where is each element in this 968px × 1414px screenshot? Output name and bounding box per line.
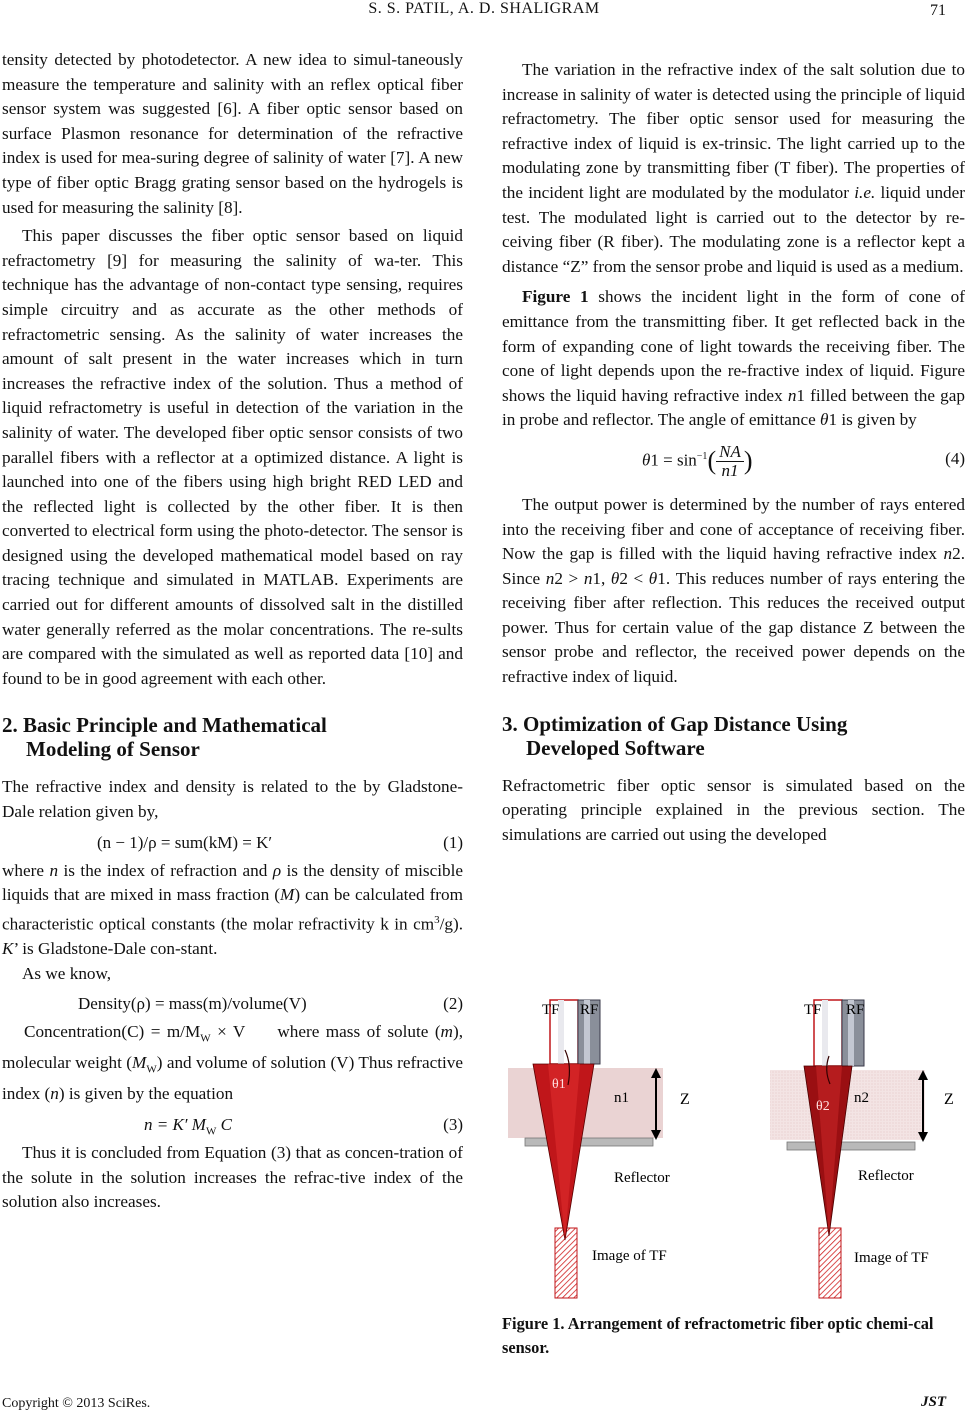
- paragraph-paper-overview: This paper discusses the fiber optic sensor based on liquid refractometry [9] for measuring the salinity of wa-ter. This technique has the advantage of non-contact type sensing, requires simple circuitry and as accurate as the other methods of refractometric sensing. As the salinity of water increases the amount of salt present in the water increases which in turn increases the refractive index of the solution. Thus a method of liquid refractometry is useful in detection of the variation in the salinity of water. The developed fiber optic sensor consists of two parallel fibers with a reflector at a optimized distance. A light is launched into one of the fibers using high bright RED LED and the reflected light is collected by the other fiber. It is then converted to electrical form using the photo-detector. The sensor is designed using the developed mathematical model based on ray tracing technique and simulated in MATLAB. Experiments are carried out for different amounts of dissolved salt in the distilled water generally referred as the molar concentrations. The re-sults are compared with the simulated as well as reported data [10] and found to be in good agreement with each other.: [2, 226, 463, 688]
- page-number: 71: [930, 2, 946, 19]
- paragraph-intro-continued: tensity detected by photodetector. A new idea to simul-taneously measure the temperature and salinity with an reflex optical fiber sensor system was suggested [6]. A fiber optic sensor based on surface Plasmon resonance for determination of the refractive index is used for mea-suring degree of salinity of water [7]. A new type of fiber optic Bragg grating sensor based on the hydrogels is used for measuring the salinity [8].: [2, 50, 463, 217]
- label-tf-left: TF: [542, 1002, 560, 1018]
- label-rf-left: RF: [580, 1002, 599, 1018]
- paragraph-concentration-conclusion: Thus it is concluded from Equation (3) that as concen-tration of the solute in the solution increases the refrac-tive index of the solution also increases.: [2, 1142, 463, 1212]
- equation-1-number: (1): [443, 832, 463, 852]
- paragraph-liquid-refractometry: The variation in the refractive index of the salt solution due to increase in salinity of water is detected using the principle of liquid refractometry. The fiber optic sensor used for measuring the refractive index of liquid is ex-trinsic. The light carried up to the modulating zone by transmitting fiber (T fiber). The properties of the incident light are modulated by the modulator i.e. liquid under test. The modulated light is carried out to the detector by re-ceiving fiber (R fiber). The modulating zone is a reflector kept a distance “Z” from the sensor probe and liquid is used as a medium.: [502, 60, 965, 276]
- label-reflector-right: Reflector: [858, 1168, 914, 1184]
- equation-4: [502, 433, 965, 485]
- tf-core-2: [822, 1000, 828, 1066]
- label-image-of-tf-right: Image of TF: [854, 1250, 929, 1266]
- paragraph-output-power: The output power is determined by the number of rays entered into the receiving fiber and cone of acceptance of receiving fiber. Now the gap is filled with the liquid having refractive index n2. Since n2 > n1, θ2 < θ1. This reduces number of rays entering the receiving fiber after reflection. This reduces the received output power. Thus for certain value of the gap distance Z between the sensor probe and reflector, the received power depends on the refractive index of liquid.: [502, 494, 966, 687]
- paragraph-figure1-description: Figure 1 shows the incident light in the form of cone of emittance from the transmitting fiber. It get reflected back in the form of expanding cone of light towards the receiving fiber. The cone of light depends upon the re-fractive index of liquid. Figure shows the liquid having refractive index n1 filled between the gap in probe and reflector. The angle of emittance θ1 is given by: [502, 287, 965, 430]
- paragraph-simulation: Refractometric fiber optic sensor is simulated based on the operating principle explained in the previous section. The simulations are carried out using the developed: [502, 775, 965, 844]
- section-heading-3: [502, 712, 965, 760]
- label-theta1: θ1: [552, 1077, 566, 1092]
- right-panel: [770, 1000, 954, 1298]
- right-column: [502, 58, 965, 847]
- equation-2: [2, 986, 463, 1020]
- image-of-tf: [555, 1228, 577, 1298]
- equation-1: [2, 825, 463, 859]
- figure-1-caption: Figure 1. Arrangement of refractometric fiber optic chemi-cal sensor.: [502, 1314, 934, 1357]
- equation-2-expression: Density(ρ) = mass(m)/volume(V): [78, 994, 307, 1014]
- left-panel: [508, 1000, 690, 1298]
- reflector-plate-2: [787, 1142, 915, 1150]
- equation-1-expression: (n − 1)/ρ = sum(kM) = K′: [97, 832, 273, 852]
- paragraph-concentration: Concentration(C) = $m/M_W \times V$ where mass of solute (m), molecular weight $(M_W)$ and volume of solution (V) Thus refractive index (n) is given by the equation: [2, 1022, 463, 1104]
- footer-journal: JST: [920, 1394, 946, 1410]
- label-reflector-left: Reflector: [614, 1170, 670, 1186]
- image-of-tf-2: [819, 1228, 841, 1298]
- label-theta2: θ2: [816, 1099, 830, 1114]
- reflector-plate: [525, 1138, 653, 1146]
- section-heading-2: [2, 713, 463, 761]
- running-header-authors: S. S. PATIL, A. D. SHALIGRAM: [368, 0, 600, 17]
- label-image-of-tf-left: Image of TF: [592, 1248, 667, 1264]
- running-header: [0, 0, 968, 24]
- label-z-left: Z: [680, 1091, 690, 1108]
- paragraph-as-we-know: As we know,: [22, 963, 112, 983]
- equation-4-expression: $\theta 1 = \sin^{-1}$( $\frac{NA}{n1}$ ): [642, 441, 753, 480]
- label-rf-right: RF: [846, 1002, 865, 1018]
- paragraph-gladstone-dale: The refractive index and density is related to the by Gladstone-Dale relation given by,: [2, 777, 463, 822]
- equation-3-number: (3): [443, 1114, 463, 1134]
- label-n1: n1: [614, 1090, 629, 1106]
- left-column: [2, 48, 463, 1215]
- label-z-right: Z: [944, 1091, 954, 1108]
- equation-3: [2, 1107, 463, 1141]
- equation-3-expression: n = K′ $M_W$ C: [144, 1114, 232, 1138]
- label-tf-right: TF: [804, 1002, 822, 1018]
- section-heading-3-line2: Developed Software: [526, 735, 705, 760]
- section-heading-3-line1: 3. Optimization of Gap Distance Using: [502, 711, 848, 736]
- section-heading-2-line1: 2. Basic Principle and Mathematical: [2, 713, 327, 738]
- figure-1: [502, 990, 964, 1305]
- section-heading-2-line2: Modeling of Sensor: [26, 737, 200, 762]
- label-n2: n2: [854, 1090, 869, 1106]
- figure-1-diagram: [502, 990, 964, 1305]
- equation-2-number: (2): [443, 994, 463, 1014]
- equation-4-number: (4): [945, 448, 965, 468]
- footer-copyright: Copyright © 2013 SciRes.: [2, 1396, 151, 1411]
- paragraph-eq1-definitions: where n is the index of refraction and ρ is the density of miscible liquids that are mixed in mass fraction (M) can be calculated from characteristic optical constants (the molar refractivity k in $cm^3/g$). K’ is Gladstone-Dale con-stant.: [2, 860, 463, 959]
